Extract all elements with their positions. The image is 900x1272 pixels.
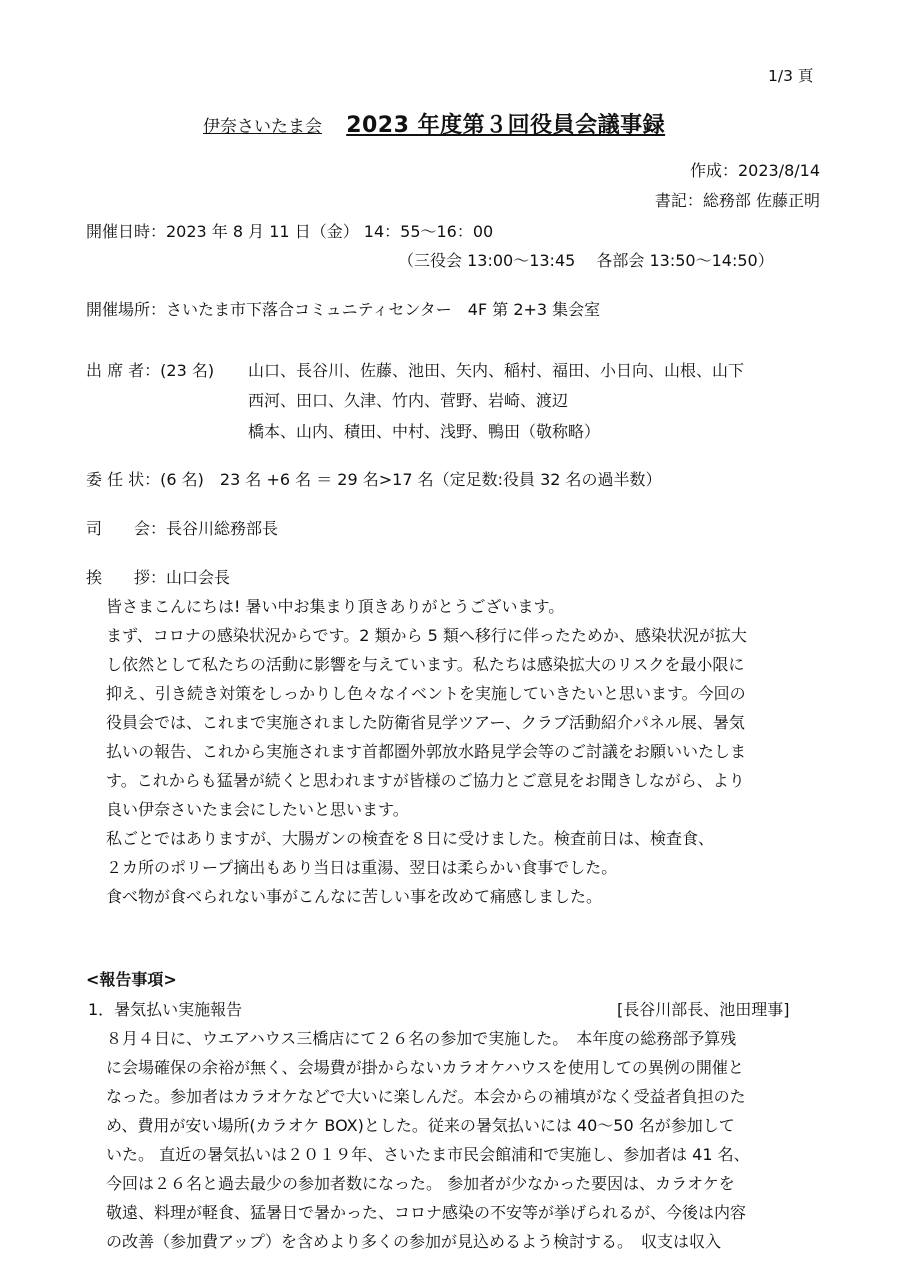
page-title (203, 108, 665, 139)
attendees-line: 山口、長谷川、佐藤、池田、矢内、稲村、福田、小日向、山根、山下 (248, 361, 745, 380)
attendees-label: 出 席 者：(23 名) (86, 361, 215, 380)
greeting-line: 役員会では、これまで実施されました防衛省見学ツアー、クラブ活動紹介パネル展、暑気 (106, 713, 745, 732)
greeting-line: し依然として私たちの活動に影響を与えています。私たちは感染拡大のリスクを最小限に (106, 655, 745, 674)
greeting-text (106, 592, 846, 911)
report-line: に会場確保の余裕が無く、会場費が掛からないカラオケハウスを使用しての異例の開催と (106, 1058, 744, 1077)
greeting-line: 良い伊奈さいたま会にしたいと思います。 (106, 800, 409, 819)
title-organization: 伊奈さいたま会 (203, 117, 322, 137)
meeting-datetime: 開催日時：2023 年 8 月 11 日（金） 14：55～16：00 (86, 222, 494, 241)
page-number: 1/3 頁 (768, 67, 814, 85)
proxy-count: 委 任 状：(6 名) 23 名 +6 名 ＝ 29 名>17 名（定足数:役員 32 名の過半数） (86, 470, 662, 489)
reports-heading: <報告事項> (86, 970, 177, 989)
greeting-line: す。これからも猛暑が続くと思われますが皆様のご協力とご意見をお聞きしながら、より (106, 771, 745, 790)
report-line: なった。参加者はカラオケなどで大いに楽しんだ。本会からの補填がなく受益者負担のた (106, 1087, 746, 1106)
report-line: め、費用が安い場所(カラオケ BOX)とした。従来の暑気払いには 40～50 名が参加して (106, 1116, 735, 1135)
greeting-line: 払いの報告、これから実施されます首都圏外郭放水路見学会等のご討議をお願いいたしま (106, 742, 747, 761)
greeting-line: ２カ所のポリープ摘出もあり当日は重湯、翌日は柔らかい食事でした。 (106, 858, 618, 877)
greeting-line: 抑え、引き続き対策をしっかりし色々なイベントを実施していきたいと思います。今回の (106, 684, 746, 703)
title-main: 2023 年度第３回役員会議事録 (346, 113, 666, 138)
report-line: 敬遠、料理が軽食、猛暑日で暑かった、コロナ感染の不安等が挙げられるが、今後は内容 (106, 1203, 747, 1222)
meeting-venue: 開催場所：さいたま市下落合コミュニティセンター 4F 第 2+3 集会室 (86, 300, 601, 319)
attendees-line: 橋本、山内、積田、中村、浅野、鴨田（敬称略） (248, 422, 601, 441)
report-line: ８月４日に、ウエアハウス三橋店にて２６名の参加で実施した。 本年度の総務部予算残 (106, 1029, 737, 1048)
meeting-datetime-sub: （三役会 13:00～13:45 各部会 13:50～14:50） (398, 251, 774, 270)
greeting-line: 食べ物が食べられない事がこんなに苦しい事を改めて痛感しました。 (106, 887, 603, 906)
created-date: 作成：2023/8/14 (689, 161, 820, 180)
report-item-title: 1．暑気払い実施報告 (88, 1000, 243, 1019)
greeting-label: 挨 拶：山口会長 (86, 568, 231, 587)
report-line: 今回は２６名と過去最少の参加者数になった。 参加者が少なかった要因は、カラオケを (106, 1174, 735, 1193)
attendees-line: 西河、田口、久津、竹内、菅野、岩崎、渡辺 (248, 391, 569, 410)
meeting-chair: 司 会：長谷川総務部長 (86, 519, 279, 538)
report-line: いた。 直近の暑気払いは２０１９年、さいたま市民会館浦和で実施し、参加者は 41 名、 (106, 1145, 750, 1164)
recorder: 書記：総務部 佐藤正明 (654, 191, 820, 210)
report-line: の改善（参加費アップ）を含めより多くの参加が見込めるよう検討する。 収支は収入 (106, 1232, 722, 1251)
greeting-line: 皆さまこんにちは! 暑い中お集まり頂きありがとうございます。 (106, 597, 565, 616)
report-item-body (106, 1024, 846, 1256)
greeting-line: まず、コロナの感染状況からです。2 類から 5 類へ移行に伴ったためか、感染状況が拡大 (106, 626, 747, 645)
greeting-line: 私ごとではありますが、大腸ガンの検査を８日に受けました。検査前日は、検査食、 (106, 829, 715, 848)
report-item-owner: [長谷川部長、池田理事] (617, 1000, 790, 1019)
